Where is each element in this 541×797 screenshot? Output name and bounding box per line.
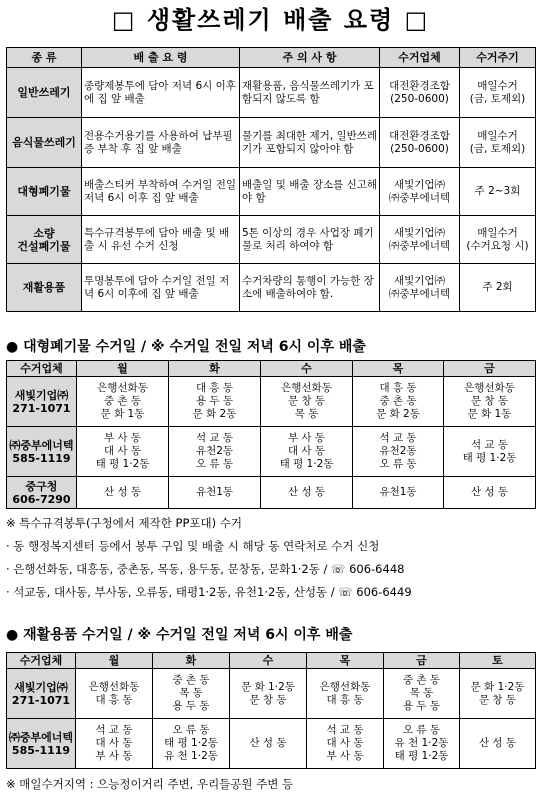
day-cell: 유천1동 bbox=[169, 477, 261, 509]
table-row bbox=[7, 719, 536, 769]
header-company: 수거업체 bbox=[380, 48, 460, 68]
day-cell: 중 촌 동 목 동 용 두 동 bbox=[384, 669, 460, 719]
day-cell: 산 성 동 bbox=[230, 719, 307, 769]
row-caution: 물기를 최대한 제거, 일반쓰레기가 포함되지 않아야 함 bbox=[240, 118, 380, 168]
recycle-heading: ● 재활용품 수거일 / ※ 수거일 전일 저녁 6시 이후 배출 bbox=[6, 627, 353, 643]
table-row bbox=[7, 68, 536, 118]
table-row bbox=[7, 427, 536, 477]
company-cell: ㈜중부에너텍 585-1119 bbox=[7, 719, 76, 769]
day-cell: 중 촌 동 목 동 용 두 동 bbox=[153, 669, 230, 719]
header-company: 수거업체 bbox=[7, 653, 76, 669]
header-wed: 수 bbox=[230, 653, 307, 669]
header-tue: 화 bbox=[169, 361, 261, 377]
header-thu: 목 bbox=[307, 653, 384, 669]
row-type: 대형폐기물 bbox=[7, 168, 82, 216]
row-company: 새빛기업㈜ ㈜중부에너텍 bbox=[380, 264, 460, 312]
company-cell: 새빛기업㈜ 271-1071 bbox=[7, 669, 76, 719]
row-method: 특수규격봉투에 담아 배출 및 배출 시 유선 수거 신청 bbox=[82, 216, 240, 264]
row-method: 전용수거용기를 사용하여 납부필증 부착 후 집 앞 배출 bbox=[82, 118, 240, 168]
header-sat: 토 bbox=[460, 653, 536, 669]
day-cell: 석 교 동 유천2동 오 류 동 bbox=[353, 427, 444, 477]
header-wed: 수 bbox=[261, 361, 353, 377]
header-thu: 목 bbox=[353, 361, 444, 377]
row-method: 투명봉투에 담아 수거일 전일 저녁 6시 이후에 집 앞 배출 bbox=[82, 264, 240, 312]
row-cycle: 매일수거 (금, 토제외) bbox=[460, 68, 536, 118]
bulky-heading: ● 대형폐기물 수거일 / ※ 수거일 전일 저녁 6시 이후 배출 bbox=[6, 339, 366, 355]
day-cell: 부 사 동 대 사 동 태 평 1·2동 bbox=[261, 427, 353, 477]
row-cycle: 주 2회 bbox=[460, 264, 536, 312]
header-mon: 월 bbox=[76, 653, 153, 669]
note-line: ※ 특수규격봉투(구청에서 제작한 PP포대) 수거 bbox=[6, 516, 242, 530]
row-cycle: 주 2~3회 bbox=[460, 168, 536, 216]
day-cell: 부 사 동 대 사 동 태 평 1·2동 bbox=[77, 427, 169, 477]
day-cell: 대 흥 동 용 두 동 문 화 2동 bbox=[169, 377, 261, 427]
header-fri: 금 bbox=[384, 653, 460, 669]
day-cell: 문 화 1·2동 문 창 동 bbox=[230, 669, 307, 719]
row-company: 대전환경조합 (250-0600) bbox=[380, 118, 460, 168]
day-cell: 오 류 동 태 평 1·2동 유 천 1·2동 bbox=[153, 719, 230, 769]
row-company: 새빛기업㈜ ㈜중부에너텍 bbox=[380, 216, 460, 264]
page-title: □ 생활쓰레기 배출 요령 □ bbox=[111, 6, 430, 34]
note-line: ※ 매일수거지역 : 으능정이거리 주변, 우리들공원 주변 등 bbox=[6, 777, 294, 791]
day-cell: 산 성 동 bbox=[77, 477, 169, 509]
header-tue: 화 bbox=[153, 653, 230, 669]
day-cell: 은행선화동 대 흥 동 bbox=[307, 669, 384, 719]
disposal-guide-table bbox=[6, 47, 536, 312]
table-row bbox=[7, 264, 536, 312]
day-cell: 은행선화동 대 흥 동 bbox=[76, 669, 153, 719]
day-cell: 대 흥 동 중 촌 동 문 화 2동 bbox=[353, 377, 444, 427]
day-cell: 은행선화동 문 창 동 목 동 bbox=[261, 377, 353, 427]
day-cell: 유천1동 bbox=[353, 477, 444, 509]
note-line: · 석교동, 대사동, 부사동, 오류동, 태평1·2동, 유천1·2동, 산성동 / ☏ 606-6449 bbox=[6, 585, 412, 599]
company-cell: 새빛기업㈜ 271-1071 bbox=[7, 377, 77, 427]
note-line: · 은행선화동, 대흥동, 중촌동, 목동, 용두동, 문창동, 문화1·2동 / ☏ 606-6448 bbox=[6, 562, 405, 576]
table-row bbox=[7, 377, 536, 427]
row-method: 종량제봉투에 담아 저녁 6시 이후에 집 앞 배출 bbox=[82, 68, 240, 118]
header-company: 수거업체 bbox=[7, 361, 77, 377]
table-row bbox=[7, 669, 536, 719]
day-cell: 산 성 동 bbox=[444, 477, 536, 509]
row-type: 일반쓰레기 bbox=[7, 68, 82, 118]
bulky-schedule-table bbox=[6, 360, 536, 509]
row-company: 새빛기업㈜ ㈜중부에너텍 bbox=[380, 168, 460, 216]
table-row bbox=[7, 118, 536, 168]
row-caution: 배출일 및 배출 장소를 신고해야 함 bbox=[240, 168, 380, 216]
row-method: 배출스티커 부착하여 수거일 전일 저녁 6시 이후 집 앞 배출 bbox=[82, 168, 240, 216]
day-cell: 산 성 동 bbox=[460, 719, 536, 769]
row-caution: 5톤 이상의 경우 사업장 폐기물로 처리 하여야 함 bbox=[240, 216, 380, 264]
row-type: 재활용품 bbox=[7, 264, 82, 312]
day-cell: 석 교 동 대 사 동 부 사 동 bbox=[307, 719, 384, 769]
day-cell: 석 교 동 태 평 1·2동 bbox=[444, 427, 536, 477]
header-caution: 주 의 사 항 bbox=[240, 48, 380, 68]
day-cell: 석 교 동 유천2동 오 류 동 bbox=[169, 427, 261, 477]
row-caution: 수거차량의 통행이 가능한 장소에 배출하여야 함. bbox=[240, 264, 380, 312]
day-cell: 오 류 동 유 천 1·2동 태 평 1·2동 bbox=[384, 719, 460, 769]
header-type: 종 류 bbox=[7, 48, 82, 68]
row-caution: 재활용품, 음식물쓰레기가 포함되지 않도록 함 bbox=[240, 68, 380, 118]
row-company: 대전환경조합 (250-0600) bbox=[380, 68, 460, 118]
table-row bbox=[7, 477, 536, 509]
day-cell: 산 성 동 bbox=[261, 477, 353, 509]
header-cycle: 수거주기 bbox=[460, 48, 536, 68]
header-mon: 월 bbox=[77, 361, 169, 377]
table-row bbox=[7, 168, 536, 216]
day-cell: 석 교 동 대 사 동 부 사 동 bbox=[76, 719, 153, 769]
day-cell: 은행선화동 중 촌 동 문 화 1동 bbox=[77, 377, 169, 427]
day-cell: 문 화 1·2동 문 창 동 bbox=[460, 669, 536, 719]
day-cell: 은행선화동 문 창 동 문 화 1동 bbox=[444, 377, 536, 427]
header-method: 배 출 요 령 bbox=[82, 48, 240, 68]
recycle-schedule-table bbox=[6, 652, 536, 769]
table-row bbox=[7, 216, 536, 264]
company-cell: ㈜중부에너텍 585-1119 bbox=[7, 427, 77, 477]
row-cycle: 매일수거 (금, 토제외) bbox=[460, 118, 536, 168]
row-cycle: 매일수거 (수거요청 시) bbox=[460, 216, 536, 264]
row-type: 음식물쓰레기 bbox=[7, 118, 82, 168]
note-line: · 동 행정복지센터 등에서 봉투 구입 및 배출 시 해당 동 연락처로 수거 신청 bbox=[6, 539, 380, 553]
header-fri: 금 bbox=[444, 361, 536, 377]
row-type: 소량 건설폐기물 bbox=[7, 216, 82, 264]
company-cell: 중구청 606-7290 bbox=[7, 477, 77, 509]
